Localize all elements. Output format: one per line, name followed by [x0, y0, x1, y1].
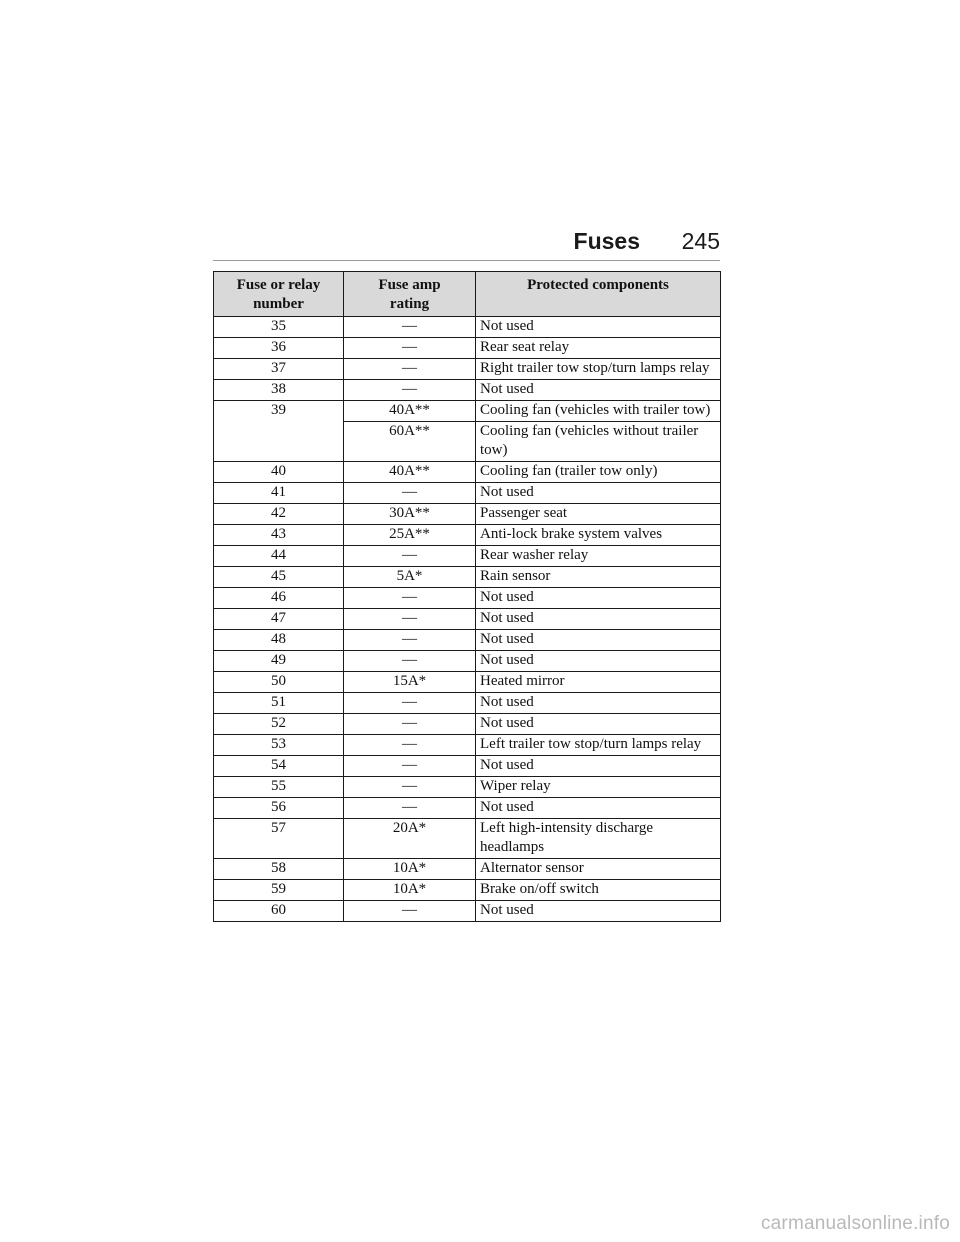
protected-component-cell: Right trailer tow stop/turn lamps relay [476, 359, 721, 380]
table-row [214, 525, 721, 546]
protected-component-cell: Cooling fan (vehicles without trailer tow) [476, 422, 721, 462]
fuse-number-cell: 48 [214, 630, 344, 651]
table-row [214, 338, 721, 359]
table-row [214, 609, 721, 630]
header-protected-components-label: Protected components [527, 277, 669, 293]
fuse-amp-cell: — [344, 630, 476, 651]
table-row [214, 819, 721, 859]
table-row [214, 588, 721, 609]
protected-component-cell: Not used [476, 901, 721, 922]
fuse-number-cell: 43 [214, 525, 344, 546]
fuse-amp-cell: 40A** [344, 462, 476, 483]
fuse-amp-cell: 5A* [344, 567, 476, 588]
protected-component-cell: Not used [476, 756, 721, 777]
protected-component-cell: Rear washer relay [476, 546, 721, 567]
fuse-number-cell: 36 [214, 338, 344, 359]
fuse-amp-cell: 10A* [344, 859, 476, 880]
fuse-number-cell: 45 [214, 567, 344, 588]
fuse-amp-cell: — [344, 588, 476, 609]
header-fuse-amp [344, 272, 476, 317]
fuse-amp-cell: — [344, 317, 476, 338]
fuse-number-cell: 47 [214, 609, 344, 630]
section-title: Fuses [573, 228, 640, 254]
fuse-amp-cell: — [344, 483, 476, 504]
table-row [214, 672, 721, 693]
fuse-number-cell: 50 [214, 672, 344, 693]
fuse-amp-cell: — [344, 735, 476, 756]
table-row [214, 777, 721, 798]
fuse-amp-cell: — [344, 651, 476, 672]
fuse-amp-cell: — [344, 359, 476, 380]
header-protected-components [476, 272, 721, 317]
protected-component-cell: Left high-intensity discharge headlamps [476, 819, 721, 859]
header-fuse-number [214, 272, 344, 317]
fuse-amp-cell: 10A* [344, 880, 476, 901]
protected-component-cell: Not used [476, 483, 721, 504]
table-row [214, 462, 721, 483]
protected-component-cell: Not used [476, 380, 721, 401]
fuse-number-cell: 55 [214, 777, 344, 798]
fuse-number-cell: 42 [214, 504, 344, 525]
fuse-amp-cell: 30A** [344, 504, 476, 525]
protected-component-cell: Rear seat relay [476, 338, 721, 359]
table-row [214, 735, 721, 756]
fuse-amp-cell: — [344, 338, 476, 359]
fuse-amp-cell: 60A** [344, 422, 476, 462]
fuse-amp-cell: — [344, 693, 476, 714]
table-row [214, 380, 721, 401]
protected-component-cell: Brake on/off switch [476, 880, 721, 901]
table-row [214, 880, 721, 901]
protected-component-cell: Alternator sensor [476, 859, 721, 880]
fuse-amp-cell: — [344, 546, 476, 567]
header-fuse-amp-line2: rating [389, 296, 430, 312]
fuse-amp-cell: 40A** [344, 401, 476, 422]
fuse-number-cell: 37 [214, 359, 344, 380]
page-header [213, 226, 720, 261]
protected-component-cell: Not used [476, 630, 721, 651]
fuse-amp-cell: — [344, 380, 476, 401]
protected-component-cell: Wiper relay [476, 777, 721, 798]
fuse-number-cell: 59 [214, 880, 344, 901]
table-row [214, 859, 721, 880]
fuse-number-cell: 38 [214, 380, 344, 401]
fuse-table [213, 271, 721, 922]
fuse-number-cell: 49 [214, 651, 344, 672]
fuse-amp-cell: 25A** [344, 525, 476, 546]
protected-component-cell: Rain sensor [476, 567, 721, 588]
protected-component-cell: Not used [476, 798, 721, 819]
protected-component-cell: Cooling fan (vehicles with trailer tow) [476, 401, 721, 422]
fuse-number-cell: 35 [214, 317, 344, 338]
table-row [214, 756, 721, 777]
table-row [214, 504, 721, 525]
table-row [214, 651, 721, 672]
table-header-row [214, 272, 721, 317]
protected-component-cell: Cooling fan (trailer tow only) [476, 462, 721, 483]
table-row [214, 714, 721, 735]
fuse-number-cell: 44 [214, 546, 344, 567]
protected-component-cell: Not used [476, 651, 721, 672]
fuse-amp-cell: — [344, 901, 476, 922]
fuse-number-cell: 56 [214, 798, 344, 819]
table-row [214, 317, 721, 338]
fuse-number-cell: 46 [214, 588, 344, 609]
watermark: carmanualsonline.info [760, 1213, 950, 1234]
table-row [214, 401, 721, 422]
fuse-amp-cell: — [344, 777, 476, 798]
fuse-amp-cell: — [344, 609, 476, 630]
protected-component-cell: Not used [476, 317, 721, 338]
table-row [214, 693, 721, 714]
protected-component-cell: Passenger seat [476, 504, 721, 525]
header-fuse-amp-line1: Fuse amp [378, 277, 441, 293]
protected-component-cell: Anti-lock brake system valves [476, 525, 721, 546]
table-row [214, 567, 721, 588]
fuse-number-cell: 57 [214, 819, 344, 859]
fuse-number-cell: 53 [214, 735, 344, 756]
fuse-amp-cell: — [344, 756, 476, 777]
protected-component-cell: Not used [476, 693, 721, 714]
fuse-number-cell: 60 [214, 901, 344, 922]
table-row [214, 630, 721, 651]
protected-component-cell: Not used [476, 714, 721, 735]
protected-component-cell: Heated mirror [476, 672, 721, 693]
fuse-amp-cell: 20A* [344, 819, 476, 859]
fuse-amp-cell: 15A* [344, 672, 476, 693]
fuse-table-body [214, 317, 721, 922]
protected-component-cell: Left trailer tow stop/turn lamps relay [476, 735, 721, 756]
fuse-number-cell: 52 [214, 714, 344, 735]
table-row [214, 359, 721, 380]
header-fuse-number-line1: Fuse or relay [236, 277, 321, 293]
header-fuse-number-line2: number [253, 296, 304, 312]
table-row [214, 546, 721, 567]
table-row [214, 901, 721, 922]
protected-component-cell: Not used [476, 609, 721, 630]
fuse-amp-cell: — [344, 714, 476, 735]
fuse-number-cell: 41 [214, 483, 344, 504]
protected-component-cell: Not used [476, 588, 721, 609]
table-row [214, 483, 721, 504]
page-number: 245 [681, 228, 720, 254]
fuse-number-cell: 40 [214, 462, 344, 483]
fuse-number-cell: 54 [214, 756, 344, 777]
fuse-number-cell: 58 [214, 859, 344, 880]
fuse-number-cell: 39 [214, 401, 344, 462]
fuse-number-cell: 51 [214, 693, 344, 714]
fuse-amp-cell: — [344, 798, 476, 819]
table-row [214, 798, 721, 819]
